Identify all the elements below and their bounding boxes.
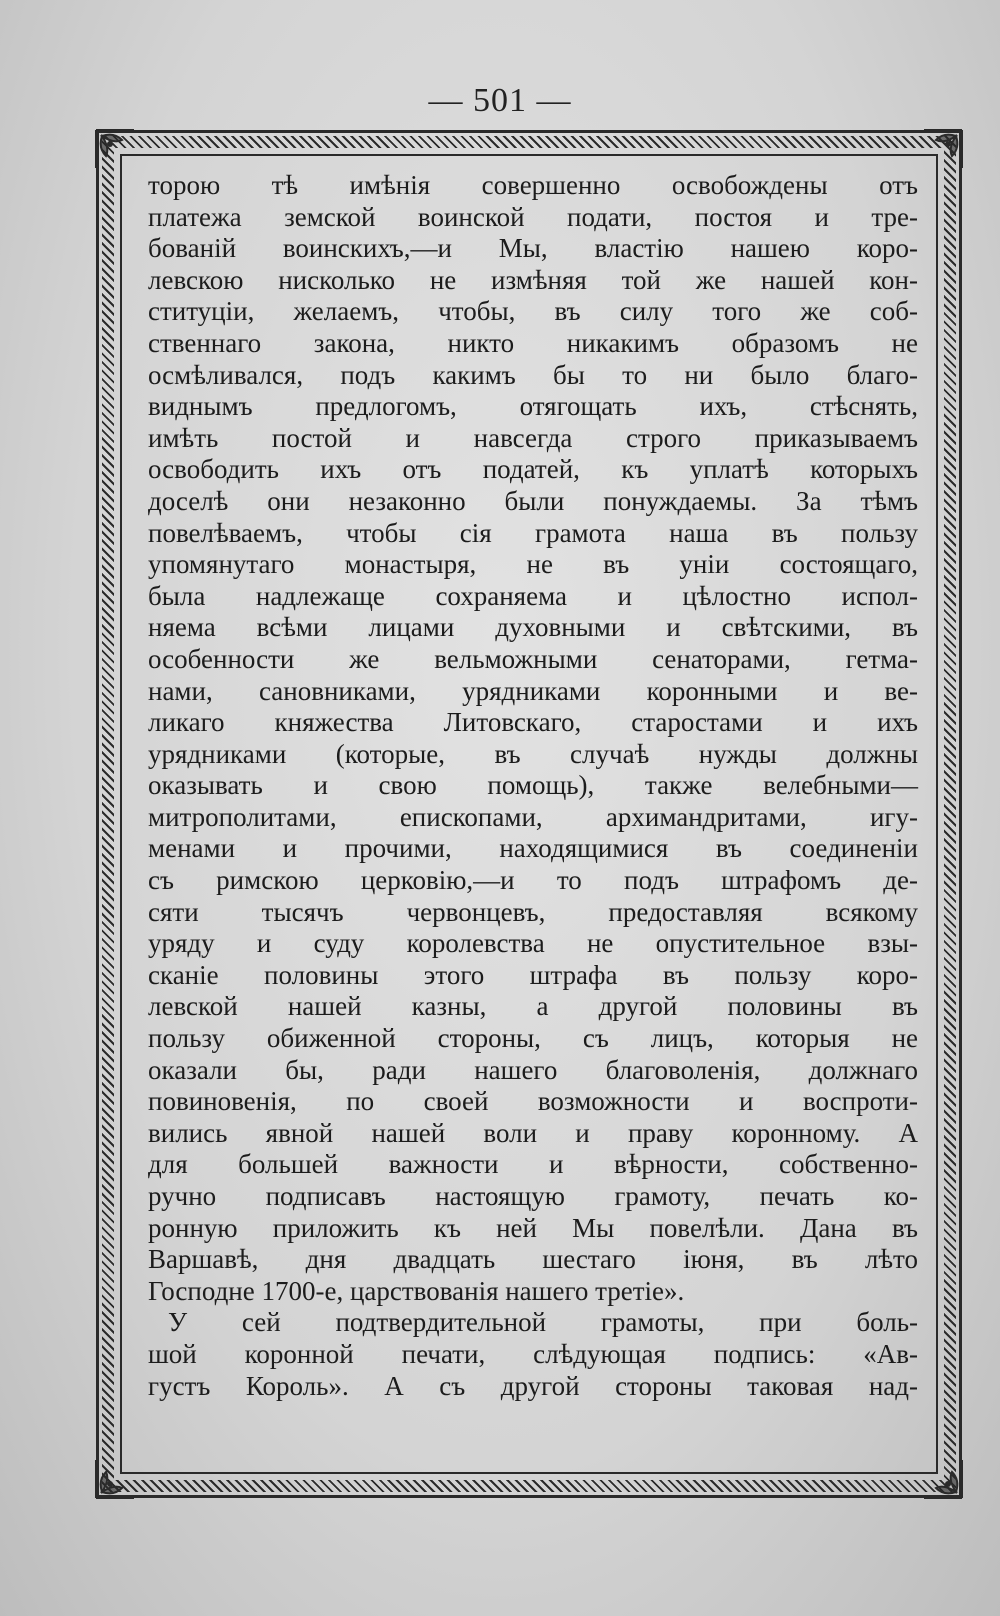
text-line: ронную приложить къ ней Мы повелѣли. Дана въ (148, 1212, 918, 1243)
text-line: упомянутаго монастыря, не въ уніи состоящаго, (148, 549, 918, 580)
text-line: ственнаго закона, никто никакимъ образомъ не (148, 327, 918, 358)
text-line: сканіе половины этого штрафа въ пользу коро- (148, 959, 918, 990)
text-line: оказывать и свою помощь), также велебными— (148, 770, 918, 801)
text-line: съ римскою церковію,—и то подъ штрафомъ де- (148, 865, 918, 896)
text-line: осмѣливался, подъ какимъ бы то ни было благо- (148, 359, 918, 390)
text-line: нами, сановниками, урядниками коронными и ве- (148, 675, 918, 706)
text-line: уряду и суду королевства не опустительное взы- (148, 928, 918, 959)
body-text (148, 170, 918, 1402)
text-line: имѣть постой и навсегда строго приказываемъ (148, 422, 918, 453)
corner-ornament-icon (920, 126, 966, 172)
text-line: доселѣ они незаконно были понуждаемы. За тѣмъ (148, 485, 918, 516)
text-line: для большей важности и вѣрности, собственно- (148, 1149, 918, 1180)
text-line: густъ Король». А съ другой стороны таковая над- (148, 1370, 918, 1401)
text-line: няема всѣми лицами духовными и свѣтскими, въ (148, 612, 918, 643)
corner-ornament-icon (92, 126, 138, 172)
text-line: левской нашей казны, а другой половины въ (148, 991, 918, 1022)
corner-ornament-icon (92, 1456, 138, 1502)
text-line: особенности же вельможными сенаторами, гетма- (148, 643, 918, 674)
text-line: ручно подписавъ настоящую грамоту, печать ко- (148, 1181, 918, 1211)
page-number: — 501 — (428, 82, 572, 119)
text-line: ституціи, желаемъ, чтобы, въ силу того же соб- (148, 296, 918, 327)
text-line: вились явной нашей воли и праву коронному. А (148, 1117, 918, 1148)
text-line: освободить ихъ отъ податей, къ уплатѣ которыхъ (148, 454, 918, 485)
text-line: Варшавѣ, дня двадцать шестаго іюня, въ лѣто (148, 1244, 918, 1275)
text-line: торою тѣ имѣнія совершенно освобождены отъ (148, 170, 918, 200)
text-line: платежа земской воинской подати, постоя и тре- (148, 201, 918, 232)
text-line: Господне 1700-е, царствованія нашего третіе». (148, 1275, 685, 1306)
text-line: шой коронной печати, слѣдующая подпись: «Ав- (148, 1338, 918, 1369)
text-line: менами и прочими, находящимися въ соединеніи (148, 833, 918, 864)
text-line: пользу обиженной стороны, съ лицъ, которыя не (148, 1023, 918, 1054)
text-line: ликаго княжества Литовскаго, старостами и ихъ (148, 707, 918, 738)
text-line: У сей подтвердительной грамоты, при боль- (168, 1307, 918, 1338)
text-line: урядниками (которые, въ случаѣ нужды должны (148, 738, 918, 769)
text-line: повелѣваемъ, чтобы сія грамота наша въ пользу (148, 517, 918, 548)
text-line: митрополитами, епископами, архимандритами, игу- (148, 801, 918, 832)
corner-ornament-icon (920, 1456, 966, 1502)
text-line: была надлежаще сохраняема и цѣлостно испол- (148, 580, 918, 611)
text-line: оказали бы, ради нашего благоволенія, должнаго (148, 1054, 918, 1085)
text-line: левскою нисколько не измѣняя той же нашей кон- (148, 264, 918, 295)
text-line: виднымъ предлогомъ, отягощать ихъ, стѣснять, (148, 391, 918, 422)
text-line: бованій воинскихъ,—и Мы, властію нашею коро- (148, 233, 918, 264)
text-line: повиновенія, по своей возможности и воспроти- (148, 1086, 918, 1117)
text-line: сяти тысячъ червонцевъ, предоставляя всякому (148, 896, 918, 927)
